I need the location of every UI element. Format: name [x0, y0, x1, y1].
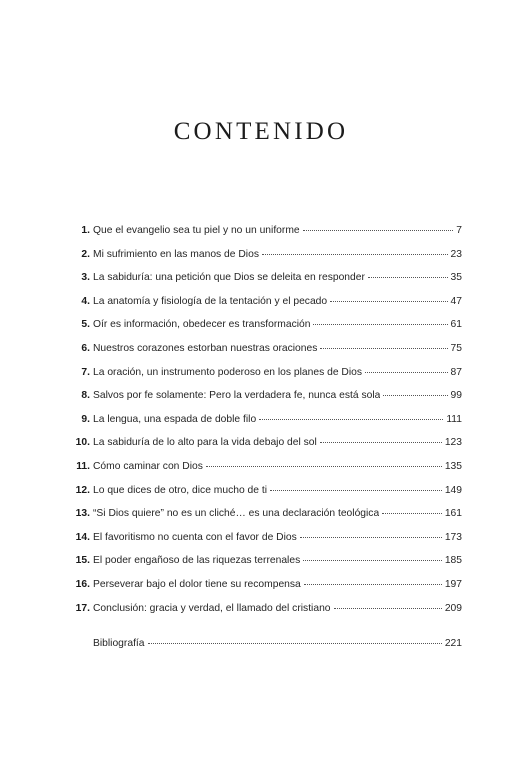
- page-number: 197: [444, 578, 462, 590]
- dot-leader: [259, 418, 443, 420]
- toc-entry-16: [68, 578, 462, 602]
- page-number: 99: [450, 390, 462, 402]
- toc-entry-2: [68, 248, 462, 272]
- page-number: 123: [444, 437, 462, 449]
- page-number: 61: [450, 319, 462, 331]
- dot-leader: [313, 323, 447, 325]
- chapter-number: 4.: [81, 295, 90, 307]
- page-number: 173: [444, 531, 462, 543]
- toc-entry-17: [68, 602, 462, 626]
- dot-leader: [300, 536, 442, 538]
- chapter-number: 7.: [81, 366, 90, 378]
- dot-leader: [148, 642, 442, 644]
- page-number: 135: [444, 460, 462, 472]
- chapter-number: 11.: [76, 460, 90, 472]
- chapter-title: La oración, un instrumento poderoso en los planes de Dios: [93, 366, 363, 378]
- toc-entry-1: [68, 224, 462, 248]
- toc-entry-4: [68, 295, 462, 319]
- chapter-title: El favoritismo no cuenta con el favor de Dios: [93, 531, 297, 543]
- page-number: 23: [450, 248, 462, 260]
- chapter-title: La sabiduría de lo alto para la vida debajo del sol: [93, 437, 317, 449]
- toc-entry-5: [68, 318, 462, 342]
- bibliography-title: Bibliografía: [93, 638, 145, 650]
- chapter-title: La sabiduría: una petición que Dios se deleita en responder: [93, 272, 365, 284]
- dot-leader: [383, 394, 447, 396]
- page-number: 87: [450, 366, 462, 378]
- chapter-number: 16.: [75, 578, 90, 590]
- dot-leader: [304, 583, 442, 585]
- chapter-title: Lo que dices de otro, dice mucho de ti: [93, 484, 268, 496]
- chapter-title: Nuestros corazones estorban nuestras oraciones: [93, 342, 318, 354]
- page-number: 161: [444, 508, 462, 520]
- chapter-number: 14.: [75, 531, 90, 543]
- chapter-number: 3.: [81, 272, 90, 284]
- chapter-title: La anatomía y fisiología de la tentación y el pecado: [93, 295, 328, 307]
- dot-leader: [382, 512, 442, 514]
- page-number: 149: [444, 484, 462, 496]
- page-number: 185: [444, 555, 462, 567]
- chapter-title: “Si Dios quiere” no es un cliché… es una declaración teológica: [93, 508, 380, 520]
- page-number: 209: [444, 602, 462, 614]
- chapter-number: 5.: [81, 319, 90, 331]
- toc-entry-7: [68, 366, 462, 390]
- chapter-title: Perseverar bajo el dolor tiene su recompensa: [93, 578, 301, 590]
- page-number: 75: [450, 342, 462, 354]
- toc-entry-13: [68, 507, 462, 531]
- chapter-title: Mi sufrimiento en las manos de Dios: [93, 248, 259, 260]
- toc-entry-6: [68, 342, 462, 366]
- dot-leader: [320, 441, 442, 443]
- dot-leader: [365, 371, 447, 373]
- dot-leader: [368, 276, 448, 278]
- page-number: 111: [446, 413, 462, 425]
- dot-leader: [206, 465, 442, 467]
- page-number: 47: [450, 295, 462, 307]
- toc-entry-15: [68, 554, 462, 578]
- chapter-number: 6.: [81, 342, 90, 354]
- chapter-number: 17.: [75, 602, 90, 614]
- chapter-number: 9.: [81, 413, 90, 425]
- page-number: 221: [444, 638, 462, 650]
- toc-entry-11: [68, 460, 462, 484]
- chapter-number: 1.: [81, 225, 90, 236]
- chapter-number: 15.: [75, 555, 90, 567]
- page-number: 35: [450, 272, 462, 284]
- chapter-title: La lengua, una espada de doble filo: [93, 413, 257, 425]
- page-number: 7: [456, 225, 462, 236]
- chapter-title: Oír es información, obedecer es transformación: [93, 319, 311, 331]
- dot-leader: [334, 607, 442, 609]
- chapter-number: 10.: [75, 437, 90, 449]
- chapter-number: 8.: [81, 390, 90, 402]
- toc-entry-9: [68, 413, 462, 437]
- table-of-contents: [68, 224, 462, 661]
- dot-leader: [262, 253, 448, 255]
- toc-entry-12: [68, 484, 462, 508]
- dot-leader: [303, 229, 454, 231]
- chapter-number: 2.: [81, 248, 90, 260]
- toc-entry-bibliography: [68, 637, 462, 661]
- chapter-title: Cómo caminar con Dios: [93, 460, 203, 472]
- toc-entry-14: [68, 531, 462, 555]
- toc-entry-3: [68, 271, 462, 295]
- chapter-number: 13.: [75, 508, 90, 520]
- dot-leader: [270, 489, 442, 491]
- toc-entry-8: [68, 389, 462, 413]
- chapter-number: 12.: [75, 484, 90, 496]
- page-title: CONTENIDO: [173, 118, 349, 145]
- chapter-title: Salvos por fe solamente: Pero la verdadera fe, nunca está sola: [93, 390, 381, 402]
- chapter-title: El poder engañoso de las riquezas terrenales: [93, 555, 301, 567]
- dot-leader: [330, 300, 447, 302]
- chapter-title: Que el evangelio sea tu piel y no un uniforme: [93, 225, 300, 236]
- dot-leader: [303, 559, 442, 561]
- toc-entry-10: [68, 436, 462, 460]
- chapter-title: Conclusión: gracia y verdad, el llamado del cristiano: [93, 602, 331, 614]
- dot-leader: [320, 347, 447, 349]
